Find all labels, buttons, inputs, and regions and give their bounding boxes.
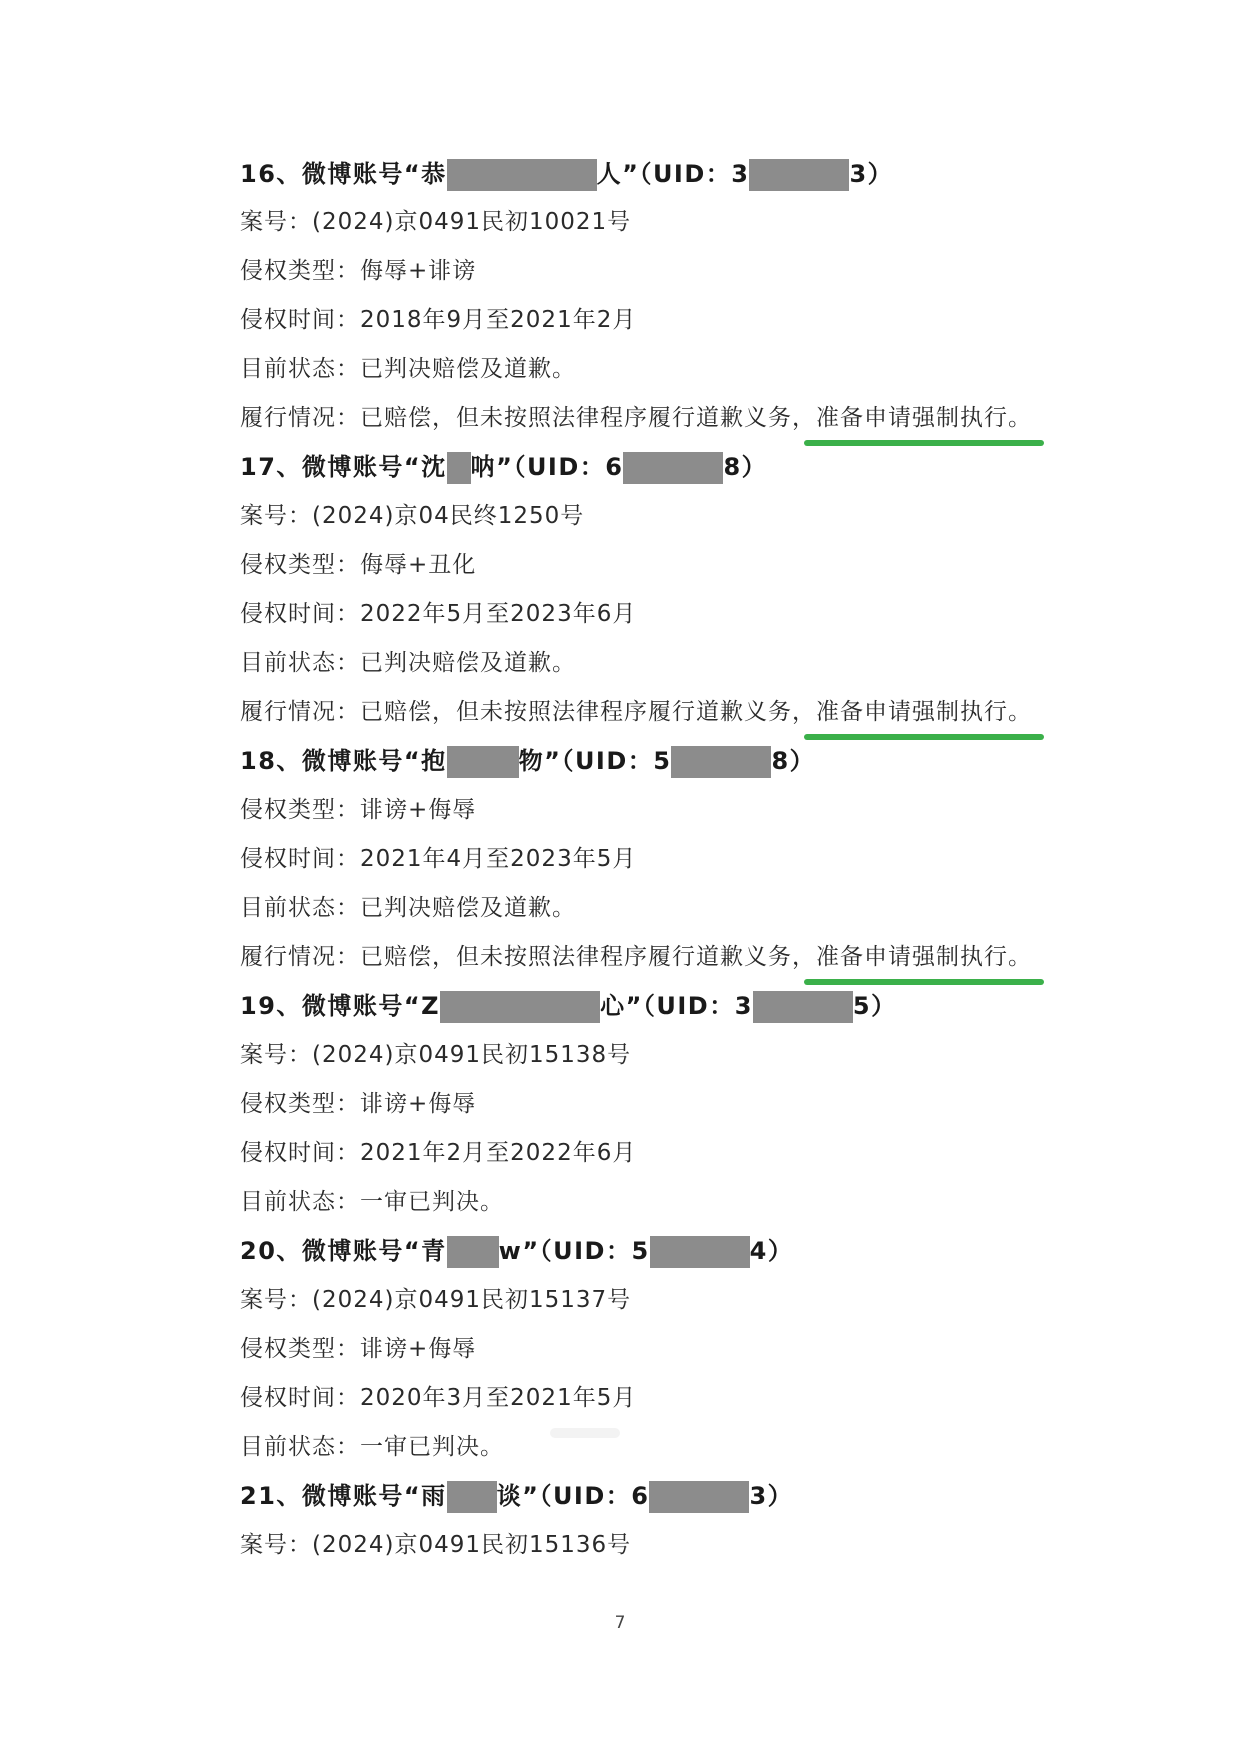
line-label: 履行情况： <box>240 405 360 431</box>
infringement-time-line <box>240 1380 636 1416</box>
infringement-type-line <box>240 792 476 828</box>
line-label: 侵权时间： <box>240 307 360 333</box>
line-label: 履行情况： <box>240 699 360 725</box>
heading-text: w”（UID：5 <box>498 1237 650 1265</box>
current-status-line <box>240 1184 504 1220</box>
entry-heading <box>240 156 893 192</box>
line-value: 已赔偿，但未按照法律程序履行道歉义务， <box>360 944 816 970</box>
heading-text: 呐”（UID：6 <box>470 453 624 481</box>
case-number-line <box>240 1037 631 1073</box>
heading-text: 21、微博账号“雨 <box>240 1482 447 1510</box>
case-number-line <box>240 204 631 240</box>
redaction-bar <box>753 991 853 1023</box>
underlined-text: 准备申请强制执行。 <box>816 400 1032 436</box>
current-status-line <box>240 645 576 681</box>
line-value: (2024)京0491民初15138号 <box>312 1042 632 1068</box>
infringement-time-line <box>240 1135 636 1171</box>
heading-text: 17、微博账号“沈 <box>240 453 447 481</box>
line-label: 案号： <box>240 1042 312 1068</box>
infringement-type-line <box>240 1331 476 1367</box>
redaction-bar <box>671 746 771 778</box>
line-value: 侮辱+丑化 <box>360 552 477 578</box>
line-value: 已判决赔偿及道歉。 <box>360 356 576 382</box>
line-label: 侵权类型： <box>240 1336 360 1362</box>
heading-text: 19、微博账号“Z <box>240 992 441 1020</box>
line-value: 2018年9月至2021年2月 <box>360 307 637 333</box>
heading-text: 8） <box>723 453 768 481</box>
line-label: 履行情况： <box>240 944 360 970</box>
redaction-bar <box>623 452 723 484</box>
infringement-time-line <box>240 302 636 338</box>
line-label: 侵权类型： <box>240 1091 360 1117</box>
heading-text: 心”（UID：3 <box>600 992 753 1020</box>
line-value: 一审已判决。 <box>360 1189 504 1215</box>
line-value: 2021年2月至2022年6月 <box>360 1140 637 1166</box>
infringement-type-line <box>240 547 476 583</box>
line-value: 已判决赔偿及道歉。 <box>360 895 576 921</box>
line-label: 目前状态： <box>240 895 360 921</box>
line-value: 2021年4月至2023年5月 <box>360 846 637 872</box>
current-status-line <box>240 890 576 926</box>
heading-text: 5） <box>852 992 897 1020</box>
current-status-line <box>240 351 576 387</box>
redaction-bar <box>447 746 519 778</box>
heading-text: 8） <box>771 747 816 775</box>
line-value: 2022年5月至2023年6月 <box>360 601 637 627</box>
entry-heading <box>240 988 897 1024</box>
line-label: 侵权类型： <box>240 258 360 284</box>
redaction-bar <box>447 452 471 484</box>
line-value: (2024)京04民终1250号 <box>312 503 585 529</box>
heading-text: 3） <box>849 160 894 188</box>
redaction-bar <box>440 991 600 1023</box>
underlined-text: 准备申请强制执行。 <box>816 939 1032 975</box>
case-number-line <box>240 498 584 534</box>
infringement-time-line <box>240 841 636 877</box>
performance-line <box>240 694 1032 730</box>
line-label: 案号： <box>240 503 312 529</box>
performance-line <box>240 939 1032 975</box>
line-value: 侮辱+诽谤 <box>360 258 477 284</box>
line-label: 目前状态： <box>240 1189 360 1215</box>
line-value: (2024)京0491民初10021号 <box>312 209 632 235</box>
line-value: (2024)京0491民初15137号 <box>312 1287 632 1313</box>
heading-text: 4） <box>749 1237 794 1265</box>
line-label: 侵权时间： <box>240 601 360 627</box>
infringement-type-line <box>240 1086 476 1122</box>
underlined-text: 准备申请强制执行。 <box>816 694 1032 730</box>
scan-smudge <box>550 1428 620 1438</box>
page-number: 7 <box>614 1613 626 1633</box>
line-label: 案号： <box>240 1532 312 1558</box>
heading-text: 20、微博账号“青 <box>240 1237 447 1265</box>
line-value: 已赔偿，但未按照法律程序履行道歉义务， <box>360 699 816 725</box>
line-value: 已判决赔偿及道歉。 <box>360 650 576 676</box>
heading-text: 16、微博账号“恭 <box>240 160 447 188</box>
case-number-line <box>240 1527 631 1563</box>
infringement-time-line <box>240 596 636 632</box>
line-label: 侵权类型： <box>240 552 360 578</box>
heading-text: 物”（UID：5 <box>518 747 672 775</box>
heading-text: 18、微博账号“抱 <box>240 747 447 775</box>
line-label: 侵权时间： <box>240 1385 360 1411</box>
line-value: 诽谤+侮辱 <box>360 1336 477 1362</box>
entry-heading <box>240 1478 793 1514</box>
performance-line <box>240 400 1032 436</box>
line-value: 一审已判决。 <box>360 1434 504 1460</box>
case-number-line <box>240 1282 631 1318</box>
entry-heading <box>240 1233 793 1269</box>
current-status-line <box>240 1429 504 1465</box>
redaction-bar <box>650 1236 750 1268</box>
heading-text: 人”（UID：3 <box>596 160 750 188</box>
line-label: 案号： <box>240 209 312 235</box>
line-label: 目前状态： <box>240 356 360 382</box>
line-value: 诽谤+侮辱 <box>360 1091 477 1117</box>
heading-text: 3） <box>749 1482 794 1510</box>
line-value: 2020年3月至2021年5月 <box>360 1385 637 1411</box>
infringement-type-line <box>240 253 476 289</box>
line-value: 诽谤+侮辱 <box>360 797 477 823</box>
redaction-bar <box>447 159 597 191</box>
line-label: 侵权时间： <box>240 846 360 872</box>
line-value: (2024)京0491民初15136号 <box>312 1532 632 1558</box>
redaction-bar <box>447 1236 499 1268</box>
line-label: 目前状态： <box>240 1434 360 1460</box>
heading-text: 谈”（UID：6 <box>496 1482 650 1510</box>
entry-heading <box>240 449 767 485</box>
line-label: 侵权时间： <box>240 1140 360 1166</box>
redaction-bar <box>447 1481 497 1513</box>
entry-heading <box>240 743 815 779</box>
line-label: 侵权类型： <box>240 797 360 823</box>
redaction-bar <box>649 1481 749 1513</box>
line-label: 案号： <box>240 1287 312 1313</box>
redaction-bar <box>749 159 849 191</box>
line-label: 目前状态： <box>240 650 360 676</box>
line-value: 已赔偿，但未按照法律程序履行道歉义务， <box>360 405 816 431</box>
